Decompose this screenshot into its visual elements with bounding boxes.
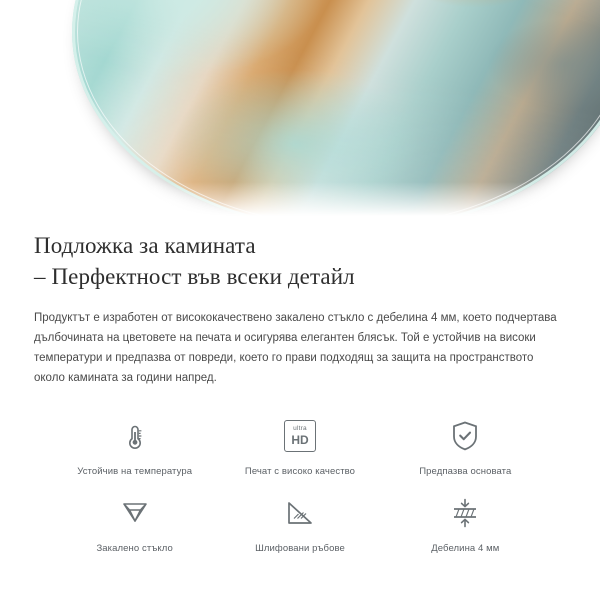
- feature-polished-edges: [217, 491, 382, 554]
- feature-temperature-resistant: [52, 414, 217, 477]
- polished-edges-icon: [283, 491, 317, 535]
- feature-label: Дебелина 4 мм: [431, 543, 500, 554]
- page-title-line-2: – Перфектност във всеки детайл: [34, 264, 355, 289]
- feature-label: Печат с високо качество: [244, 466, 356, 477]
- thickness-gauge-icon: [447, 491, 483, 535]
- feature-label: Закалено стъкло: [96, 543, 173, 554]
- feature-print-quality: [217, 414, 382, 477]
- feature-surface-protection: [383, 414, 548, 477]
- thermometer-icon: [118, 414, 152, 458]
- hero-product-image: [0, 0, 600, 222]
- glass-mat-disc: [72, 0, 600, 222]
- feature-grid: [34, 414, 566, 554]
- product-description-text: Продуктът е изработен от висококачествено закалено стъкло с дебелина 4 мм, което подчертава дълбочината на цветовете на печата и осигурява елегантен блясък. Той е устойчив на високи температури и предпазва от повреди, което го прави подходящ за защита на пространството около камината за години напред.: [34, 312, 557, 384]
- page-title-line-1: Подложка за камината: [34, 233, 256, 258]
- feature-label: Шлифовани ръбове: [255, 543, 345, 554]
- feature-label: Устойчив на температура: [77, 466, 193, 477]
- feature-label: Предпазва основата: [419, 466, 512, 477]
- feature-tempered-glass: [52, 491, 217, 554]
- feature-thickness: [383, 491, 548, 554]
- diamond-icon: [117, 491, 153, 535]
- ultra-hd-print-icon: ultra HD: [284, 414, 316, 458]
- shield-check-icon: [448, 414, 482, 458]
- page-title: [34, 230, 566, 292]
- content-block: [0, 222, 600, 554]
